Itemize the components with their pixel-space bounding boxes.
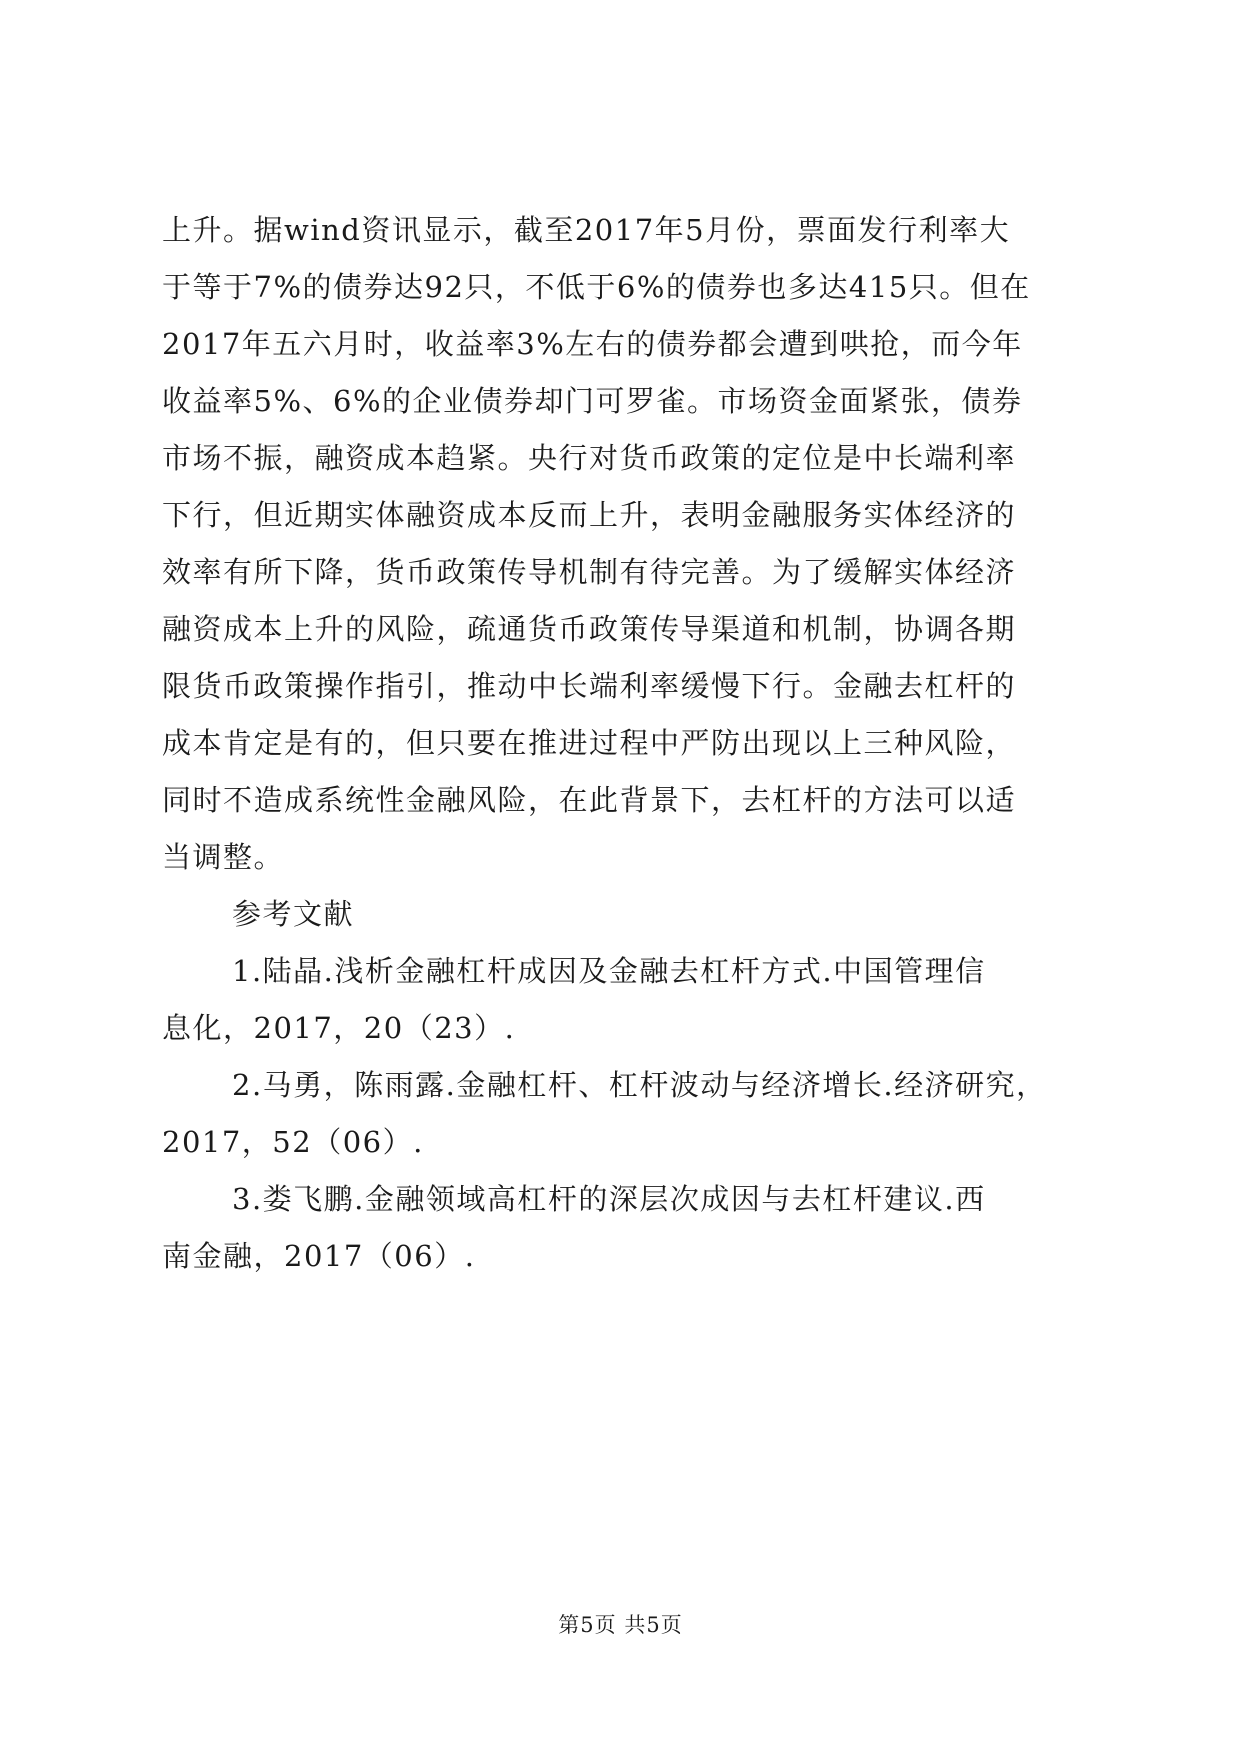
reference-3-line-1: 3.娄飞鹏.金融领域高杠杆的深层次成因与去杠杆建议.西 xyxy=(232,1182,986,1216)
body-line-4: 收益率5%、6%的企业债券却门可罗雀。市场资金面紧张，债券 xyxy=(162,384,1023,418)
body-line-3: 2017年五六月时，收益率3%左右的债券都会遭到哄抢，而今年 xyxy=(162,327,1023,361)
reference-2-line-2: 2017，52（06）. xyxy=(162,1125,424,1159)
body-line-1: 上升。据wind资讯显示，截至2017年5月份，票面发行利率大 xyxy=(162,213,1011,247)
reference-1-line-2: 息化，2017，20（23）. xyxy=(162,1011,516,1045)
body-line-5: 市场不振，融资成本趋紧。央行对货币政策的定位是中长端利率 xyxy=(162,441,1017,475)
body-line-8: 融资成本上升的风险，疏通货币政策传导渠道和机制，协调各期 xyxy=(162,612,1017,646)
body-line-2: 于等于7%的债券达92只，不低于6%的债券也多达415只。但在 xyxy=(162,270,1031,304)
body-line-11: 同时不造成系统性金融风险，在此背景下，去杠杆的方法可以适 xyxy=(162,783,1017,817)
body-line-6: 下行，但近期实体融资成本反而上升，表明金融服务实体经济的 xyxy=(162,498,1017,532)
page-number-footer: 第5页 共5页 xyxy=(558,1613,683,1637)
references-heading: 参考文献 xyxy=(232,897,355,931)
reference-2-line-1: 2.马勇，陈雨露.金融杠杆、杠杆波动与经济增长.经济研究， xyxy=(232,1068,1047,1102)
reference-1-line-1: 1.陆晶.浅析金融杠杆成因及金融去杠杆方式.中国管理信 xyxy=(232,954,986,988)
body-line-12: 当调整。 xyxy=(162,840,285,874)
reference-3-line-2: 南金融，2017（06）. xyxy=(162,1239,476,1273)
body-line-7: 效率有所下降，货币政策传导机制有待完善。为了缓解实体经济 xyxy=(162,555,1017,589)
body-line-10: 成本肯定是有的，但只要在推进过程中严防出现以上三种风险， xyxy=(162,726,1017,760)
body-line-9: 限货币政策操作指引，推动中长端利率缓慢下行。金融去杠杆的 xyxy=(162,669,1017,703)
